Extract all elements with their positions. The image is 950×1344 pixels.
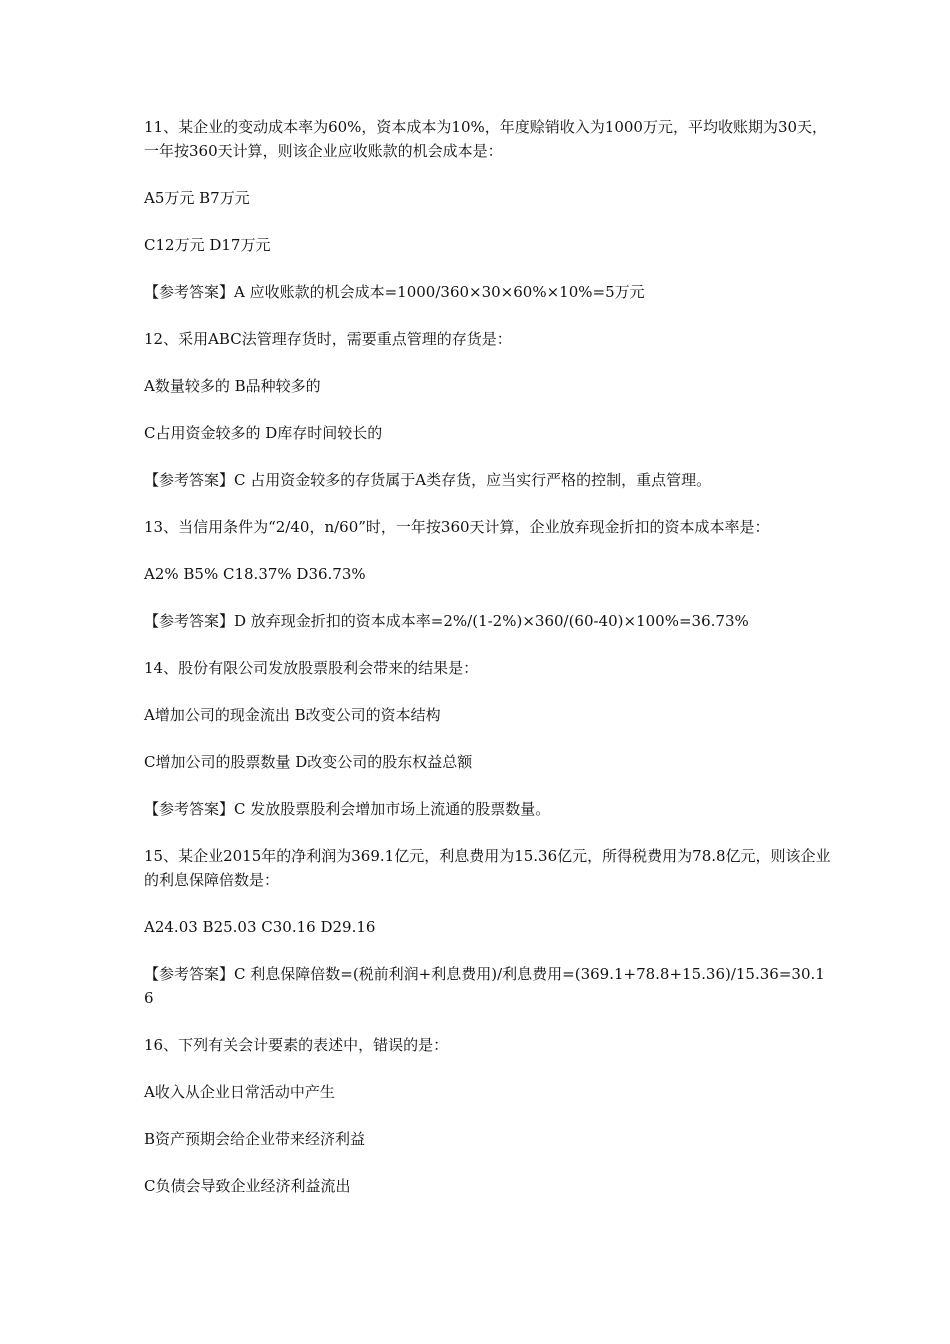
question-14: 14、股份有限公司发放股票股利会带来的结果是： xyxy=(144,659,479,677)
question-14-options-cd: C增加公司的股票数量 D改变公司的股东权益总额 xyxy=(144,753,473,771)
question-14-answer: 【参考答案】C 发放股票股利会增加市场上流通的股票数量。 xyxy=(144,800,551,818)
question-11: 11、某企业的变动成本率为60%，资本成本为10%，年度赊销收入为1000万元，平均收账期为30天，一年按360天计算，则该企业应收账款的机会成本是： xyxy=(144,118,828,160)
question-12-options-cd: C占用资金较多的 D库存时间较长的 xyxy=(144,424,383,442)
question-12-answer: 【参考答案】C 占用资金较多的存货属于A类存货，应当实行严格的控制，重点管理。 xyxy=(144,471,712,489)
document-page xyxy=(144,115,834,1221)
question-11-answer: 【参考答案】A 应收账款的机会成本=1000/360×30×60%×10%=5万元 xyxy=(144,283,645,301)
question-15-answer: 【参考答案】C 利息保障倍数=(税前利润+利息费用)/利息费用=(369.1+78.8+15.36)/15.36=30.16 xyxy=(144,965,825,1007)
question-16-option-b: B资产预期会给企业带来经济利益 xyxy=(144,1130,366,1148)
question-16: 16、下列有关会计要素的表述中，错误的是： xyxy=(144,1036,449,1054)
question-16-option-a: A收入从企业日常活动中产生 xyxy=(144,1083,335,1101)
question-11-options-ab: A5万元 B7万元 xyxy=(144,189,250,207)
question-13: 13、当信用条件为“2/40，n/60”时，一年按360天计算，企业放弃现金折扣的资本成本率是： xyxy=(144,518,770,536)
question-12: 12、采用ABC法管理存货时，需要重点管理的存货是： xyxy=(144,330,512,348)
question-15-options: A24.03 B25.03 C30.16 D29.16 xyxy=(144,918,376,936)
question-11-options-cd: C12万元 D17万元 xyxy=(144,236,271,254)
question-13-answer: 【参考答案】D 放弃现金折扣的资本成本率=2%/(1-2%)×360/(60-40)×100%=36.73% xyxy=(144,612,749,630)
question-15: 15、某企业2015年的净利润为369.1亿元，利息费用为15.36亿元，所得税费用为78.8亿元，则该企业的利息保障倍数是： xyxy=(144,847,831,889)
question-13-options: A2% B5% C18.37% D36.73% xyxy=(144,565,366,583)
question-16-option-c: C负债会导致企业经济利益流出 xyxy=(144,1177,351,1195)
question-12-options-ab: A数量较多的 B品种较多的 xyxy=(144,377,321,395)
question-14-options-ab: A增加公司的现金流出 B改变公司的资本结构 xyxy=(144,706,441,724)
